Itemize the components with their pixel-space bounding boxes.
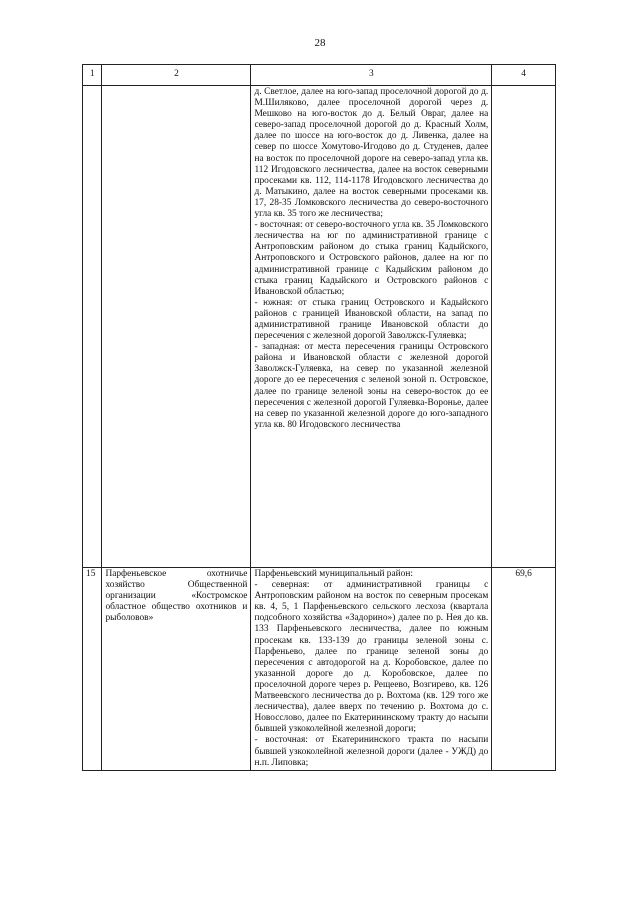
description-paragraph: - восточная: от Екатерининского тракта по насыпи бывшей узкоколейной железной дороги (далее - УЖД) до н.п. Липовка; (254, 735, 489, 768)
description-paragraph: - северная: от административной границы с Антроповским районом на восток по северным просекам кв. 4, 5, 1 Парфеньевского сельского лесхоза (квартала подсобного хозяйства «Задорино») далее по р. Нея до кв. 133 Парфеньевского лесничества, далее по южным просекам кв. 133-139 до границы зеленой зоны с. Парфеньево, далее по границе зеленой зоны до пересечения с автодорогой на д. Коробовское, далее по указанной дороге до д. Коробовское, далее по проселочной дороге через р. Рещеево, Возгирево, кв. 126 Матвеевского лесничества до р. Вохтома (кв. 129 того же лесничества), далее вверх по течению р. Вохтома до с. Новосслово, далее по Екатерининскому тракту до насыпи бывшей узкоколейной железной дороги; (254, 580, 489, 735)
row-description (251, 86, 492, 568)
header-col-3: 3 (251, 65, 492, 86)
description-paragraph: - западная: от места пересечения границы Островского района и Ивановской области с железной дорогой Заволжск-Гуляевка, на север по указанной железной дороге до ее пересечения с зеленой зоной п. Островское, далее по границе зеленой зоны на северо-восток до ее пересечения с железной дорогой Гуляевка-Воронье, далее на север по указанной железной дороге до юго-западного угла кв. 80 Игодовского лесничества (254, 342, 489, 430)
description-paragraph: д. Светлое, далее на юго-запад проселочной дорогой до д. М.Шиляково, далее проселочной дорогой через д. Мешково на юго-восток до д. Белый Овраг, далее на северо-запад проселочной дорогой до д. Красный Холм, далее по шоссе на юго-восток до д. Ливенка, далее на север по шоссе Хомутово-Игодово до д. Студенев, далее на восток по проселочной дороге на северо-запад угла кв. 112 Игодовского лесничества, далее на восток северными просеками кв. 112, 114-1178 Игодовского лесничества до д. Матыкино, далее на восток северными просеками кв. 17, 28-35 Ломковского лесничества до северо-восточного угла кв. 35 того же лесничества; (254, 87, 489, 220)
row-area (492, 86, 556, 568)
organization-name: Парфеньевское охотничье хозяйство Общественной организации «Костромское областное общество охотников и рыболовов» (105, 569, 248, 624)
header-col-1: 1 (83, 65, 102, 86)
page-number: 28 (314, 37, 326, 49)
table-header-row (83, 65, 556, 86)
row-number: 15 (83, 568, 102, 771)
description-paragraph: - восточная: от северо-восточного угла кв. 35 Ломковского лесничества на юг по административной границе с Антроповским районом до стыка границ Кадыйского, Антроповского и Островского районов, далее на юг по административной границе с Кадыйским районом до стыка границ Кадыйского и Островского районов с Ивановской областью; (254, 220, 489, 297)
table-row (83, 86, 556, 568)
hunting-grounds-table (82, 64, 556, 771)
row-area: 69,6 (492, 568, 556, 771)
table-row (83, 568, 556, 771)
row-description (251, 568, 492, 771)
header-col-4: 4 (492, 65, 556, 86)
header-col-2: 2 (102, 65, 251, 86)
row-name (102, 568, 251, 771)
row-number (83, 86, 102, 568)
row-name (102, 86, 251, 568)
description-paragraph: Парфеньевский муниципальный район: (254, 569, 413, 579)
description-paragraph: - южная: от стыка границ Островского и Кадыйского районов с границей Ивановской области, на запад по административной границе Ивановской области до пересечения с железной дорогой Заволжск-Гуляевка; (254, 297, 489, 342)
